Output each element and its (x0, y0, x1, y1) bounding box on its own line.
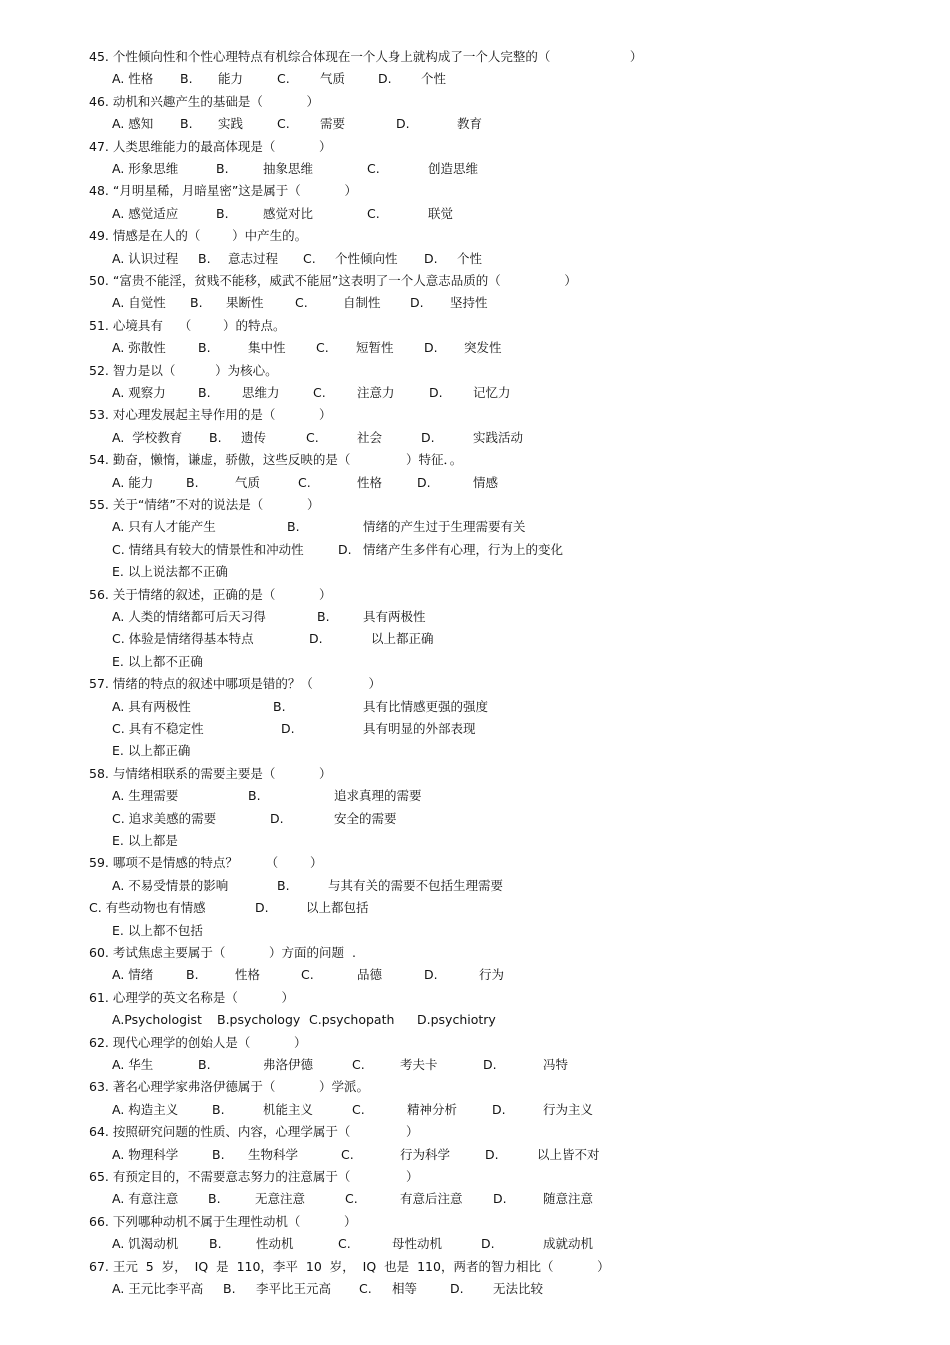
option-text: 行为 (479, 967, 505, 983)
option-text: B. (186, 474, 199, 490)
option-text: 精神分析 (407, 1101, 458, 1117)
option-text: 实践活动 (473, 429, 524, 445)
option-text: B. (248, 788, 261, 804)
option-text: C. (295, 295, 308, 311)
option-text: A. 生理需要 (112, 788, 179, 804)
option-text: D. (281, 721, 295, 736)
option-text: 情感 (473, 474, 499, 490)
option-row (0, 1054, 950, 1076)
option-row (0, 292, 950, 314)
option-text: 具有明显的外部表现 (363, 721, 476, 736)
question-stem: 55. 关于“情绪”不对的说法是（ ） (89, 497, 320, 512)
option-row (0, 516, 950, 538)
option-text: 自制性 (343, 295, 381, 311)
option-text: E. 以上都正确 (112, 743, 191, 759)
option-text: C. (298, 474, 311, 490)
option-row (0, 718, 950, 740)
option-text: 考夫卡 (400, 1057, 438, 1072)
option-text: B. (180, 71, 193, 87)
option-text: 以上都包括 (306, 900, 369, 916)
option-text: A. 有意注意 (112, 1191, 179, 1207)
option-text: B. (190, 295, 203, 311)
option-text: C. (359, 1281, 372, 1296)
option-text: C. (277, 71, 290, 87)
question-51 (0, 315, 950, 337)
option-text: D. (255, 900, 269, 916)
option-text: C. (313, 385, 326, 400)
option-text: 弗洛伊德 (263, 1057, 314, 1072)
question-stem: 58. 与情绪相联系的需要主要是（ ） (89, 765, 332, 781)
question-55 (0, 494, 950, 516)
option-text: C. (341, 1146, 354, 1162)
option-row (0, 337, 950, 359)
question-61 (0, 987, 950, 1009)
question-64 (0, 1121, 950, 1143)
option-text: 集中性 (248, 340, 286, 356)
option-row (0, 875, 950, 897)
option-text: 能力 (218, 71, 244, 87)
option-text: D. (338, 541, 352, 557)
option-text: B. (216, 161, 229, 176)
question-stem: 56. 关于情绪的叙述，正确的是（ ） (89, 586, 332, 602)
question-stem: 54. 勤奋，懒惰，谦虚，骄傲，这些反映的是（ ）特征．。 (89, 452, 463, 468)
option-text: B. (198, 250, 211, 266)
option-text: 情绪产生多伴有心理，行为上的变化 (363, 541, 564, 557)
option-text: C. (338, 1236, 351, 1252)
option-text: D. (309, 631, 323, 647)
question-stem: 53. 对心理发展起主导作用的是（ ） (89, 407, 332, 423)
option-text: A. 只有人才能产生 (112, 519, 216, 535)
option-text: 个性倾向性 (335, 250, 398, 266)
option-text: B. (273, 698, 286, 714)
option-text: 感觉对比 (263, 205, 314, 221)
question-60 (0, 942, 950, 964)
option-text: D. (424, 340, 438, 356)
option-text: 思维力 (242, 385, 280, 400)
option-text: 性动机 (256, 1236, 294, 1252)
option-text: C. 有些动物也有情感 (89, 900, 206, 916)
option-row (0, 1144, 950, 1166)
option-row (0, 1188, 950, 1210)
question-stem: 65. 有预定目的，不需要意志努力的注意属于（ ） (89, 1169, 419, 1184)
question-stem: 57. 情绪的特点的叙述中哪项是错的？（ ） (89, 676, 381, 692)
option-text: D. (450, 1281, 464, 1296)
option-text: D. (378, 71, 392, 87)
option-text: 生物科学 (248, 1146, 299, 1162)
option-text: C. (277, 116, 290, 132)
option-row (0, 696, 950, 718)
option-text: A. 人类的情绪都可后天习得 (112, 609, 266, 624)
option-text: D. (424, 967, 438, 983)
option-row (0, 427, 950, 449)
option-text: C. (303, 250, 316, 266)
option-text: B. (209, 429, 222, 445)
option-text: D.psychiotry (417, 1012, 496, 1028)
option-row (0, 808, 950, 830)
option-text: A. 认识过程 (112, 250, 179, 266)
question-stem: 63. 著名心理学家弗洛伊德属于（ ）学派。 (89, 1079, 370, 1095)
question-56 (0, 584, 950, 606)
option-text: 社会 (357, 429, 383, 445)
option-text: 坚持性 (450, 295, 488, 311)
question-54 (0, 449, 950, 471)
option-text: 气质 (320, 71, 346, 87)
option-text: 冯特 (543, 1057, 569, 1072)
option-text: A. 性格 (112, 71, 154, 87)
question-46 (0, 91, 950, 113)
option-row (0, 920, 950, 942)
option-text: B.psychology (217, 1012, 301, 1028)
option-text: D. (410, 295, 424, 311)
option-text: E. 以上都是 (112, 833, 178, 848)
option-text: 果断性 (226, 295, 264, 311)
question-stem: 66. 下列哪种动机不属于生理性动机（ ） (89, 1213, 357, 1229)
option-row (0, 539, 950, 561)
option-row (0, 785, 950, 807)
option-text: A. 华生 (112, 1057, 154, 1072)
option-text: D. (270, 810, 284, 826)
option-text: A. 构造主义 (112, 1101, 179, 1117)
option-text: A. 感觉适应 (112, 205, 179, 221)
option-text: 性格 (235, 967, 261, 983)
option-text: B. (198, 385, 211, 400)
option-text: D. (481, 1236, 495, 1252)
option-text: C. (367, 161, 380, 176)
option-text: 突发性 (464, 340, 502, 356)
option-text: 实践 (218, 116, 244, 132)
question-stem: 47. 人类思维能力的最高体现是（ ） (89, 138, 332, 154)
question-53 (0, 404, 950, 426)
option-text: C. (301, 967, 314, 983)
option-text: 无意注意 (255, 1191, 306, 1207)
option-text: D. (417, 474, 431, 490)
option-text: A. 感知 (112, 116, 154, 132)
question-66 (0, 1211, 950, 1233)
option-text: D. (492, 1101, 506, 1117)
question-stem: 61. 心理学的英文名称是（ ） (89, 989, 295, 1005)
option-text: B. (198, 1057, 211, 1072)
option-text: B. (180, 116, 193, 132)
option-row (0, 964, 950, 986)
option-row (0, 113, 950, 135)
option-text: A. 弥散性 (112, 340, 166, 356)
option-text: 个性 (457, 250, 483, 266)
question-stem: 60. 考试焦虑主要属于（ ）方面的问题 . (89, 945, 356, 960)
option-text: 抽象思维 (263, 161, 314, 176)
option-row (0, 203, 950, 225)
option-text: 注意力 (357, 385, 395, 400)
option-text: A. 王元比李平高 (112, 1281, 204, 1296)
question-63 (0, 1076, 950, 1098)
option-row (0, 606, 950, 628)
option-text: A. 自觉性 (112, 295, 166, 311)
question-45 (0, 46, 950, 68)
option-text: 记忆力 (473, 385, 511, 400)
question-62 (0, 1032, 950, 1054)
option-row (0, 561, 950, 583)
option-text: C. (316, 340, 329, 356)
option-text: 有意后注意 (400, 1191, 463, 1207)
option-text: B. (212, 1101, 225, 1117)
option-text: C. (367, 205, 380, 221)
option-text: 联觉 (428, 205, 454, 221)
option-text: A. 具有两极性 (112, 698, 191, 714)
option-text: 具有两极性 (363, 609, 426, 624)
question-stem: 46. 动机和兴趣产生的基础是（ ） (89, 93, 320, 109)
question-67 (0, 1256, 950, 1278)
question-50 (0, 270, 950, 292)
option-text: 与其有关的需要不包括生理需要 (328, 877, 504, 893)
option-text: 需要 (320, 116, 346, 132)
option-text: 行为主义 (543, 1101, 594, 1117)
option-text: A. 物理科学 (112, 1146, 179, 1162)
option-text: B. (216, 205, 229, 221)
option-row (0, 740, 950, 762)
question-stem: 49. 情感是在人的（ ）中产生的。 (89, 228, 308, 244)
option-row (0, 628, 950, 650)
option-row (0, 382, 950, 404)
option-text: A. 饥渴动机 (112, 1236, 179, 1252)
question-stem: 45. 个性倾向性和个性心理特点有机综合体现在一个人身上就构成了一个人完整的（ ） (89, 49, 643, 64)
option-text: C. (345, 1191, 358, 1207)
question-65 (0, 1166, 950, 1188)
option-text: 创造思维 (428, 161, 479, 176)
option-text: D. (396, 116, 410, 132)
option-text: 意志过程 (228, 250, 279, 266)
question-stem: 64. 按照研究问题的性质、内容，心理学属于（ ） (89, 1124, 419, 1140)
question-stem: 67. 王元 5 岁， IQ 是 110，李平 10 岁， IQ 也是 110，两者的智力相比（ ） (89, 1258, 610, 1274)
option-text: 个性 (421, 71, 447, 87)
question-stem: 50. “富贵不能淫，贫贱不能移，威武不能屈”这表明了一个人意志品质的（ ） (89, 273, 577, 288)
option-row (0, 1099, 950, 1121)
question-stem: 48. “月明星稀，月暗星密”这是属于（ ） (89, 183, 358, 199)
option-text: E. 以上都不包括 (112, 922, 203, 938)
option-text: 以上都正确 (371, 631, 434, 647)
option-text: 成就动机 (543, 1236, 594, 1252)
option-row (0, 897, 950, 919)
option-text: 品德 (357, 967, 383, 983)
option-text: 追求真理的需要 (334, 788, 422, 804)
option-row (0, 248, 950, 270)
question-stem: 51. 心境具有 （ ）的特点。 (89, 317, 286, 333)
option-text: 机能主义 (263, 1101, 314, 1117)
option-text: D. (429, 385, 443, 400)
option-row (0, 1278, 950, 1300)
question-stem: 59. 哪项不是情感的特点？ （ ） (89, 855, 323, 871)
option-text: C. 具有不稳定性 (112, 721, 204, 736)
option-text: 无法比较 (493, 1281, 544, 1296)
option-text: 教育 (457, 116, 483, 132)
option-text: C. (352, 1101, 365, 1117)
option-text: B. (198, 340, 211, 356)
question-52 (0, 360, 950, 382)
option-text: D. (421, 429, 435, 445)
option-text: 安全的需要 (334, 810, 397, 826)
option-text: B. (209, 1236, 222, 1252)
option-text: B. (287, 519, 300, 535)
option-row (0, 1009, 950, 1031)
option-text: A. 观察力 (112, 385, 166, 400)
option-text: B. (208, 1191, 221, 1207)
question-stem: 62. 现代心理学的创始人是（ ） (89, 1034, 307, 1050)
question-58 (0, 763, 950, 785)
option-text: C. (306, 429, 319, 445)
option-text: 气质 (235, 474, 261, 490)
option-text: 母性动机 (392, 1236, 443, 1252)
option-text: D. (485, 1146, 499, 1162)
option-row (0, 830, 950, 852)
option-text: A. 学校教育 (112, 429, 183, 445)
option-text: 遗传 (241, 429, 267, 445)
option-text: 具有比情感更强的强度 (363, 698, 489, 714)
option-text: E. 以上都不正确 (112, 653, 203, 669)
option-text: B. (212, 1146, 225, 1162)
option-text: 情绪的产生过于生理需要有关 (363, 519, 526, 535)
option-text: E. 以上说法都不正确 (112, 564, 228, 580)
option-text: A. 不易受情景的影响 (112, 877, 229, 893)
option-text: 随意注意 (543, 1191, 594, 1207)
option-row (0, 1233, 950, 1255)
option-text: B. (277, 877, 290, 893)
option-text: D. (424, 250, 438, 266)
option-text: 性格 (357, 474, 383, 490)
option-text: B. (223, 1281, 236, 1296)
option-text: C. 追求美感的需要 (112, 810, 217, 826)
option-text: C. 情绪具有较大的情景性和冲动性 (112, 541, 304, 557)
option-text: 行为科学 (400, 1146, 451, 1162)
option-text: B. (186, 967, 199, 983)
question-49 (0, 225, 950, 247)
option-text: A.Psychologist (112, 1012, 202, 1028)
option-text: C. 体验是情绪得基本特点 (112, 631, 254, 647)
option-text: 相等 (392, 1281, 418, 1296)
question-47 (0, 136, 950, 158)
option-row (0, 651, 950, 673)
option-row (0, 472, 950, 494)
option-text: C. (352, 1057, 365, 1072)
option-text: A. 能力 (112, 474, 154, 490)
option-text: D. (483, 1057, 497, 1072)
option-text: 短暂性 (356, 340, 394, 356)
option-text: C.psychopath (309, 1012, 395, 1028)
option-text: D. (493, 1191, 507, 1207)
question-stem: 52. 智力是以（ ）为核心。 (89, 362, 278, 378)
question-59 (0, 852, 950, 874)
option-text: A. 情绪 (112, 967, 154, 983)
option-row (0, 158, 950, 180)
question-48 (0, 180, 950, 202)
option-text: 李平比王元高 (256, 1281, 332, 1296)
question-57 (0, 673, 950, 695)
option-row (0, 68, 950, 90)
option-text: A. 形象思维 (112, 161, 179, 176)
option-text: 以上皆不对 (537, 1146, 600, 1162)
option-text: B. (317, 609, 330, 624)
